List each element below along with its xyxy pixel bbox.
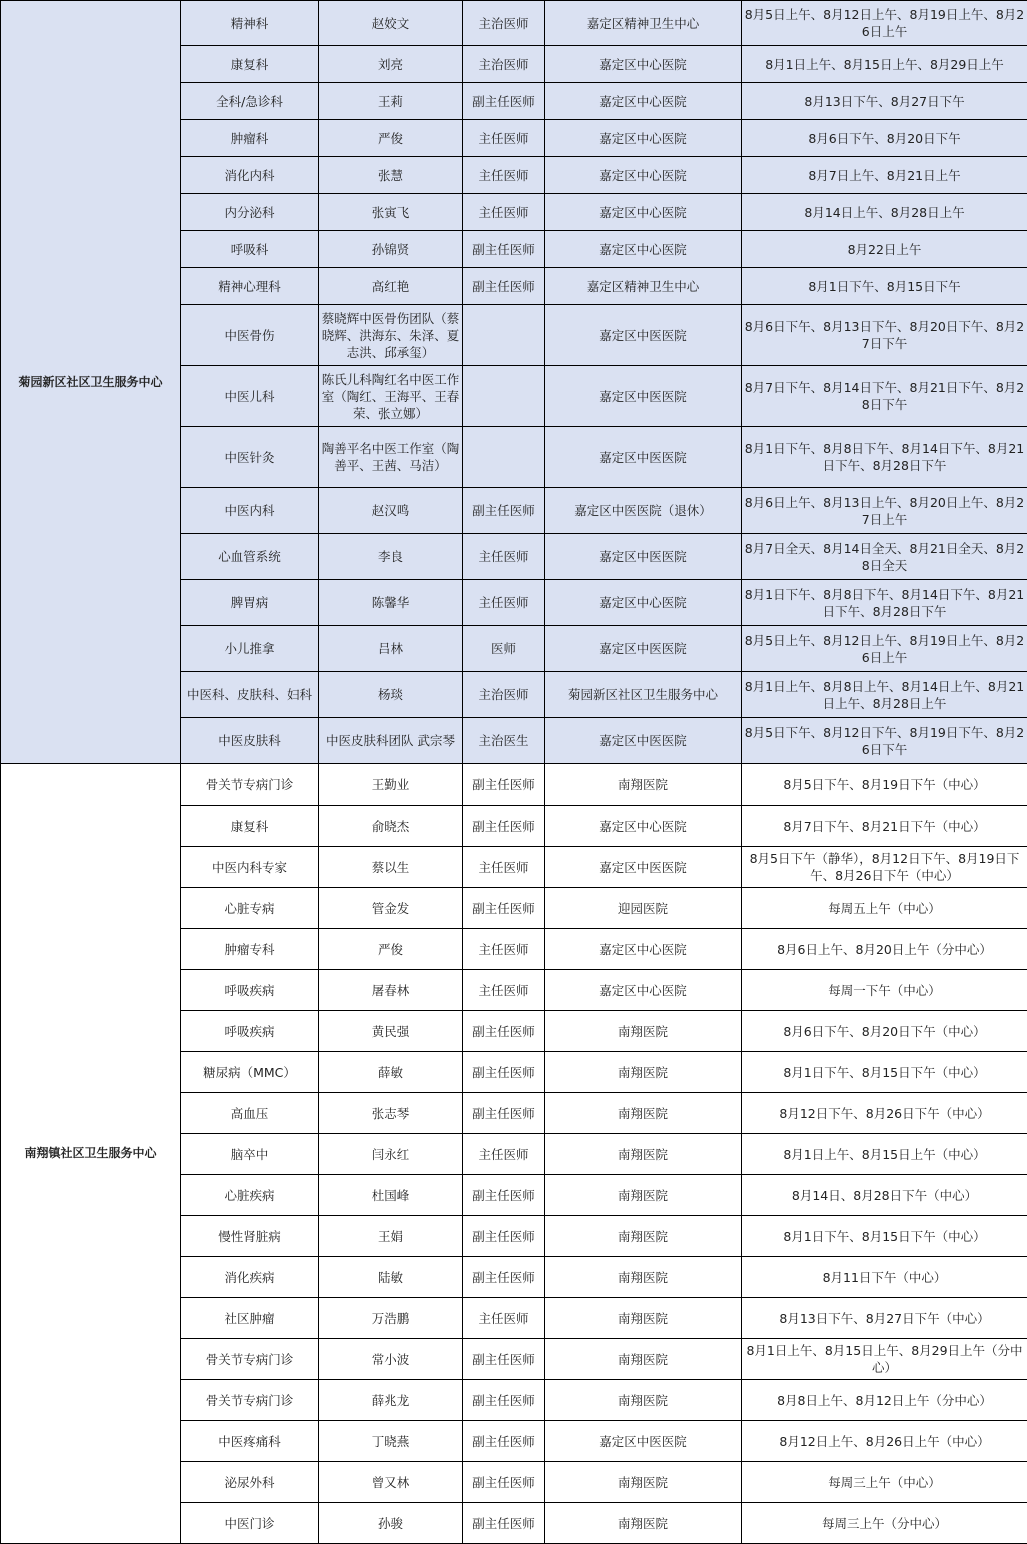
department-cell: 中医皮肤科 [181, 718, 319, 764]
title-cell: 副主任医师 [463, 1093, 545, 1134]
department-cell: 脑卒中 [181, 1134, 319, 1175]
title-cell: 医师 [463, 626, 545, 672]
service-center-name: 南翔镇社区卫生服务中心 [1, 764, 181, 1544]
doctor-cell: 薛兆龙 [319, 1380, 463, 1421]
title-cell: 副主任医师 [463, 1503, 545, 1544]
doctor-cell: 吕林 [319, 626, 463, 672]
hospital-cell: 南翔医院 [545, 1462, 742, 1503]
department-cell: 康复科 [181, 806, 319, 847]
department-cell: 内分泌科 [181, 194, 319, 231]
doctor-cell: 孙骏 [319, 1503, 463, 1544]
title-cell: 主任医师 [463, 1298, 545, 1339]
schedule-cell: 8月6日上午、8月20日上午（分中心） [742, 929, 1027, 970]
doctor-cell: 赵汉鸣 [319, 488, 463, 534]
title-cell: 主治医师 [463, 46, 545, 83]
table-row [1, 764, 1027, 806]
department-cell: 中医内科专家 [181, 847, 319, 888]
title-cell: 副主任医师 [463, 1175, 545, 1216]
title-cell: 主治医师 [463, 1, 545, 46]
doctor-cell: 陈馨华 [319, 580, 463, 626]
hospital-cell: 嘉定区中医医院 [545, 847, 742, 888]
schedule-cell: 8月1日下午、8月8日下午、8月14日下午、8月21日下午、8月28日下午 [742, 580, 1027, 626]
department-cell: 肿瘤专科 [181, 929, 319, 970]
schedule-cell: 8月6日下午、8月20日下午（中心） [742, 1011, 1027, 1052]
department-cell: 精神心理科 [181, 268, 319, 305]
doctor-cell: 蔡晓辉中医骨伤团队（蔡晓辉、洪海东、朱泽、夏志洪、邱承玺） [319, 305, 463, 366]
hospital-cell: 嘉定区中医医院 [545, 626, 742, 672]
title-cell: 副主任医师 [463, 888, 545, 929]
schedule-cell: 8月7日全天、8月14日全天、8月21日全天、8月28日全天 [742, 534, 1027, 580]
doctor-cell: 王勤业 [319, 764, 463, 806]
doctor-cell: 屠春林 [319, 970, 463, 1011]
section-nanxiang [1, 764, 1027, 1544]
title-cell: 主任医师 [463, 847, 545, 888]
department-cell: 肿瘤科 [181, 120, 319, 157]
doctor-cell: 刘亮 [319, 46, 463, 83]
department-cell: 中医骨伤 [181, 305, 319, 366]
department-cell: 小儿推拿 [181, 626, 319, 672]
hospital-cell: 嘉定区精神卫生中心 [545, 1, 742, 46]
hospital-cell: 嘉定区中医医院（退休） [545, 488, 742, 534]
department-cell: 中医科、皮肤科、妇科 [181, 672, 319, 718]
department-cell: 心脏疾病 [181, 1175, 319, 1216]
title-cell: 副主任医师 [463, 1462, 545, 1503]
doctor-cell: 严俊 [319, 120, 463, 157]
department-cell: 心血管系统 [181, 534, 319, 580]
hospital-cell: 嘉定区中医医院 [545, 1421, 742, 1462]
doctor-cell: 孙锦贤 [319, 231, 463, 268]
schedule-cell: 每周三上午（中心） [742, 1462, 1027, 1503]
schedule-cell: 8月1日下午、8月8日下午、8月14日下午、8月21日下午、8月28日下午 [742, 427, 1027, 488]
title-cell [463, 305, 545, 366]
schedule-cell: 8月13日下午、8月27日下午 [742, 83, 1027, 120]
department-cell: 消化内科 [181, 157, 319, 194]
doctor-cell: 陆敏 [319, 1257, 463, 1298]
schedule-cell: 8月1日上午、8月15日上午、8月29日上午 [742, 46, 1027, 83]
title-cell: 主任医师 [463, 929, 545, 970]
hospital-cell: 南翔医院 [545, 1216, 742, 1257]
hospital-cell: 菊园新区社区卫生服务中心 [545, 672, 742, 718]
hospital-cell: 南翔医院 [545, 1339, 742, 1380]
hospital-cell: 嘉定区中心医院 [545, 83, 742, 120]
schedule-cell: 8月5日下午（静华），8月12日下午、8月19日下午、8月26日下午（中心） [742, 847, 1027, 888]
title-cell: 副主任医师 [463, 1011, 545, 1052]
schedule-cell: 每周五上午（中心） [742, 888, 1027, 929]
department-cell: 心脏专病 [181, 888, 319, 929]
department-cell: 呼吸疾病 [181, 970, 319, 1011]
doctor-cell: 杜国峰 [319, 1175, 463, 1216]
doctor-cell: 常小波 [319, 1339, 463, 1380]
doctor-cell: 赵姣文 [319, 1, 463, 46]
hospital-cell: 嘉定区中心医院 [545, 580, 742, 626]
department-cell: 骨关节专病门诊 [181, 764, 319, 806]
title-cell: 主任医师 [463, 157, 545, 194]
doctor-cell: 陶善平名中医工作室（陶善平、王茜、马洁） [319, 427, 463, 488]
schedule-cell: 8月14日、8月28日下午（中心） [742, 1175, 1027, 1216]
department-cell: 骨关节专病门诊 [181, 1339, 319, 1380]
schedule-cell: 8月1日下午、8月15日下午 [742, 268, 1027, 305]
schedule-cell: 8月1日上午、8月15日上午（中心） [742, 1134, 1027, 1175]
section-juyuan [1, 1, 1027, 764]
doctor-cell: 张寅飞 [319, 194, 463, 231]
schedule-cell: 8月1日下午、8月15日下午（中心） [742, 1052, 1027, 1093]
title-cell: 主任医师 [463, 970, 545, 1011]
hospital-cell: 南翔医院 [545, 1380, 742, 1421]
title-cell: 副主任医师 [463, 1339, 545, 1380]
schedule-cell: 8月5日下午、8月19日下午（中心） [742, 764, 1027, 806]
title-cell: 主治医生 [463, 718, 545, 764]
department-cell: 糖尿病（MMC） [181, 1052, 319, 1093]
table-row [1, 1, 1027, 46]
department-cell: 高血压 [181, 1093, 319, 1134]
department-cell: 泌尿外科 [181, 1462, 319, 1503]
title-cell: 副主任医师 [463, 1421, 545, 1462]
doctor-cell: 张志琴 [319, 1093, 463, 1134]
title-cell: 副主任医师 [463, 83, 545, 120]
doctor-cell: 陈氏儿科陶红名中医工作室（陶红、王海平、王春荣、张立娜） [319, 366, 463, 427]
doctor-cell: 杨琰 [319, 672, 463, 718]
hospital-cell: 南翔医院 [545, 1175, 742, 1216]
doctor-cell: 严俊 [319, 929, 463, 970]
doctor-cell: 李良 [319, 534, 463, 580]
hospital-cell: 南翔医院 [545, 1134, 742, 1175]
doctor-cell: 王莉 [319, 83, 463, 120]
schedule-cell: 8月6日下午、8月20日下午 [742, 120, 1027, 157]
hospital-cell: 迎园医院 [545, 888, 742, 929]
hospital-cell: 嘉定区中心医院 [545, 120, 742, 157]
doctor-cell: 万浩鹏 [319, 1298, 463, 1339]
title-cell: 主任医师 [463, 580, 545, 626]
doctor-cell: 薛敏 [319, 1052, 463, 1093]
title-cell: 副主任医师 [463, 1380, 545, 1421]
department-cell: 中医儿科 [181, 366, 319, 427]
department-cell: 中医门诊 [181, 1503, 319, 1544]
doctor-cell: 蔡以生 [319, 847, 463, 888]
hospital-cell: 嘉定区精神卫生中心 [545, 268, 742, 305]
schedule-cell: 8月6日下午、8月13日下午、8月20日下午、8月27日下午 [742, 305, 1027, 366]
department-cell: 中医针灸 [181, 427, 319, 488]
hospital-cell: 嘉定区中心医院 [545, 157, 742, 194]
department-cell: 中医内科 [181, 488, 319, 534]
schedule-cell: 8月7日上午、8月21日上午 [742, 157, 1027, 194]
title-cell: 副主任医师 [463, 806, 545, 847]
department-cell: 骨关节专病门诊 [181, 1380, 319, 1421]
doctor-cell: 黄民强 [319, 1011, 463, 1052]
schedule-cell: 8月1日下午、8月15日下午（中心） [742, 1216, 1027, 1257]
department-cell: 中医疼痛科 [181, 1421, 319, 1462]
schedule-cell: 8月5日下午、8月12日下午、8月19日下午、8月26日下午 [742, 718, 1027, 764]
hospital-cell: 嘉定区中医医院 [545, 534, 742, 580]
hospital-cell: 南翔医院 [545, 1298, 742, 1339]
department-cell: 呼吸科 [181, 231, 319, 268]
title-cell: 主任医师 [463, 534, 545, 580]
title-cell: 副主任医师 [463, 1052, 545, 1093]
hospital-cell: 嘉定区中心医院 [545, 194, 742, 231]
schedule-cell: 8月13日下午、8月27日下午（中心） [742, 1298, 1027, 1339]
hospital-cell: 南翔医院 [545, 1257, 742, 1298]
doctor-cell: 高红艳 [319, 268, 463, 305]
schedule-cell: 8月7日下午、8月21日下午（中心） [742, 806, 1027, 847]
doctor-cell: 曾又林 [319, 1462, 463, 1503]
department-cell: 消化疾病 [181, 1257, 319, 1298]
hospital-cell: 嘉定区中心医院 [545, 970, 742, 1011]
schedule-cell: 每周一下午（中心） [742, 970, 1027, 1011]
title-cell: 主任医师 [463, 1134, 545, 1175]
doctor-cell: 闫永红 [319, 1134, 463, 1175]
schedule-cell: 8月1日上午、8月8日上午、8月14日上午、8月21日上午、8月28日上午 [742, 672, 1027, 718]
schedule-cell: 8月14日上午、8月28日上午 [742, 194, 1027, 231]
title-cell: 副主任医师 [463, 1216, 545, 1257]
hospital-cell: 嘉定区中心医院 [545, 231, 742, 268]
schedule-cell: 8月12日下午、8月26日下午（中心） [742, 1093, 1027, 1134]
schedule-cell: 8月5日上午、8月12日上午、8月19日上午、8月26日上午 [742, 626, 1027, 672]
hospital-cell: 嘉定区中医医院 [545, 718, 742, 764]
hospital-cell: 嘉定区中心医院 [545, 806, 742, 847]
schedule-cell: 8月6日上午、8月13日上午、8月20日上午、8月27日上午 [742, 488, 1027, 534]
title-cell: 副主任医师 [463, 231, 545, 268]
title-cell: 主任医师 [463, 120, 545, 157]
title-cell: 副主任医师 [463, 1257, 545, 1298]
schedule-cell: 8月8日上午、8月12日上午（分中心） [742, 1380, 1027, 1421]
department-cell: 呼吸疾病 [181, 1011, 319, 1052]
hospital-cell: 南翔医院 [545, 1503, 742, 1544]
title-cell [463, 366, 545, 427]
department-cell: 全科/急诊科 [181, 83, 319, 120]
hospital-cell: 南翔医院 [545, 1052, 742, 1093]
department-cell: 康复科 [181, 46, 319, 83]
schedule-cell: 8月7日下午、8月14日下午、8月21日下午、8月28日下午 [742, 366, 1027, 427]
title-cell [463, 427, 545, 488]
doctor-cell: 中医皮肤科团队 武宗琴 [319, 718, 463, 764]
schedule-cell: 8月5日上午、8月12日上午、8月19日上午、8月26日上午 [742, 1, 1027, 46]
doctor-cell: 张慧 [319, 157, 463, 194]
doctor-cell: 管金发 [319, 888, 463, 929]
hospital-cell: 嘉定区中心医院 [545, 929, 742, 970]
hospital-cell: 嘉定区中医医院 [545, 366, 742, 427]
schedule-cell: 8月12日上午、8月26日上午（中心） [742, 1421, 1027, 1462]
title-cell: 副主任医师 [463, 488, 545, 534]
department-cell: 精神科 [181, 1, 319, 46]
hospital-cell: 南翔医院 [545, 1011, 742, 1052]
hospital-cell: 嘉定区中医医院 [545, 305, 742, 366]
hospital-cell: 嘉定区中医医院 [545, 427, 742, 488]
service-center-name: 菊园新区社区卫生服务中心 [1, 1, 181, 764]
title-cell: 主治医师 [463, 672, 545, 718]
doctor-cell: 俞晓杰 [319, 806, 463, 847]
hospital-cell: 嘉定区中心医院 [545, 46, 742, 83]
schedule-cell: 每周三上午（分中心） [742, 1503, 1027, 1544]
department-cell: 脾胃病 [181, 580, 319, 626]
schedule-cell: 8月1日上午、8月15日上午、8月29日上午（分中心） [742, 1339, 1027, 1380]
schedule-cell: 8月22日上午 [742, 231, 1027, 268]
department-cell: 社区肿瘤 [181, 1298, 319, 1339]
title-cell: 副主任医师 [463, 268, 545, 305]
doctor-cell: 丁晓燕 [319, 1421, 463, 1462]
hospital-cell: 南翔医院 [545, 764, 742, 806]
hospital-cell: 南翔医院 [545, 1093, 742, 1134]
department-cell: 慢性肾脏病 [181, 1216, 319, 1257]
doctor-cell: 王娟 [319, 1216, 463, 1257]
title-cell: 副主任医师 [463, 764, 545, 806]
title-cell: 主任医师 [463, 194, 545, 231]
schedule-cell: 8月11日下午（中心） [742, 1257, 1027, 1298]
